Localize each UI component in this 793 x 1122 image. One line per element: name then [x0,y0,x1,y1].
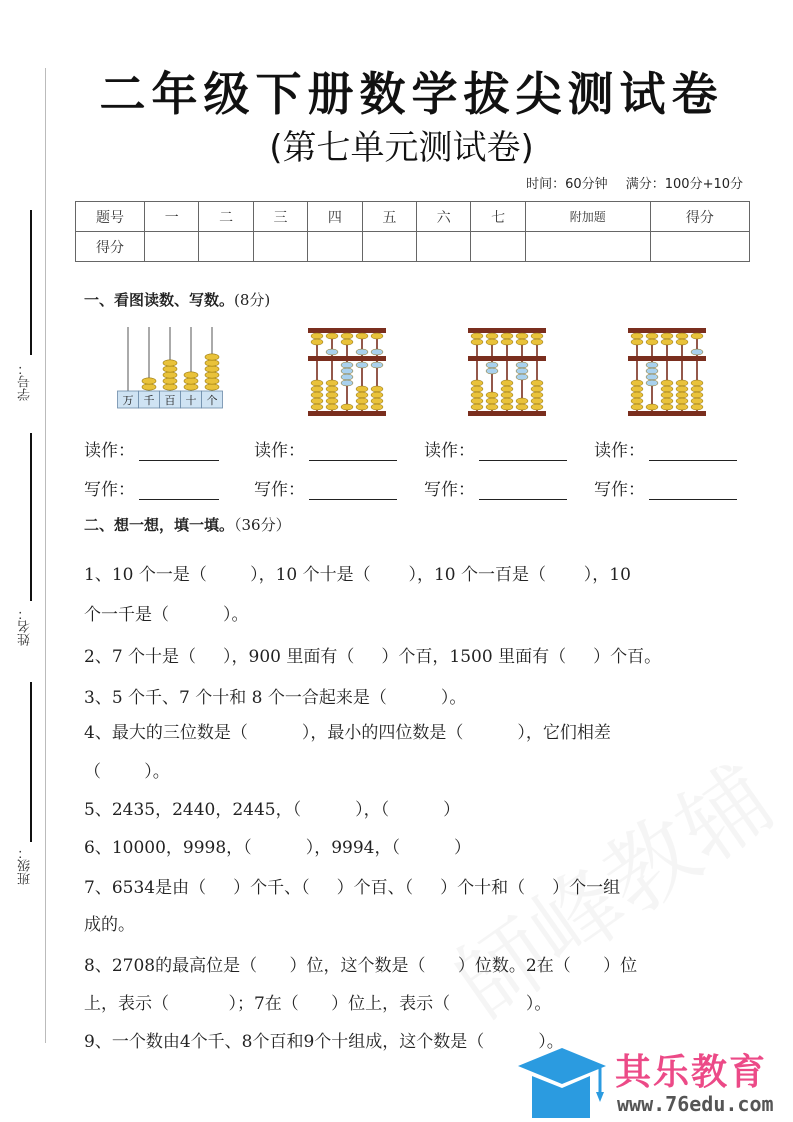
svg-text:千: 千 [143,394,155,407]
write-answer-blank[interactable] [139,481,219,500]
student-id-rule [30,210,32,355]
page-subtitle: (第七单元测试卷) [269,128,534,168]
score-header-cell: 二 [199,202,253,232]
counting-frame-figure [116,325,226,415]
score-input-cell[interactable] [253,232,307,262]
score-table-header-row [76,202,750,232]
read-label: 读作： [84,441,135,461]
read-answer-blank[interactable] [479,442,567,461]
score-input-cell[interactable] [145,232,199,262]
exam-full-score: 满分：100分+10分 [625,177,743,192]
read-label: 读作： [254,441,305,461]
score-table [75,201,750,262]
score-header-cell: 题号 [76,202,145,232]
exam-time: 时间：60分钟 [526,177,608,192]
question-line: 9、一个数由4个千、8个百和9个十组成，这个数是（ ）。 [84,1032,564,1052]
abacus-figure-3 [628,328,706,416]
write-answer-blank[interactable] [309,481,397,500]
read-answer-blank[interactable] [139,442,219,461]
section1-heading [84,289,270,310]
abacus-figure-1 [308,328,386,416]
score-header-cell: 得分 [650,202,749,232]
exam-meta [512,173,743,192]
read-label: 读作： [594,441,645,461]
score-header-cell: 附加题 [525,202,650,232]
question-line: （ ）。 [84,762,170,782]
question-line: 成的。 [84,915,135,935]
svg-text:万: 万 [122,394,134,407]
score-header-cell: 一 [145,202,199,232]
section2-title: 二、想一想，填一填。 [84,516,235,534]
score-input-cell[interactable] [199,232,253,262]
score-input-cell[interactable] [650,232,749,262]
svg-text:百: 百 [164,394,176,407]
read-answer-blank[interactable] [309,442,397,461]
score-header-cell: 五 [362,202,416,232]
binding-margin-line [45,68,46,1043]
question-line: 1、10 个一是（ ），10 个十是（ ），10 个一百是（ ），10 [84,565,631,585]
question-line: 2、7 个十是（ ），900 里面有（ ）个百，1500 里面有（ ）个百。 [84,647,662,667]
student-name-label: 姓名： [18,607,33,646]
section2-heading [84,514,291,535]
svg-text:个: 个 [206,394,218,407]
page-title: 二年级下册数学拔尖测试卷 [99,67,724,121]
read-label: 读作： [424,441,475,461]
logo-brand-name: 其乐教育 [615,1052,768,1093]
write-label: 写作： [84,480,135,500]
score-table-score-row [76,232,750,262]
write-label: 写作： [254,480,305,500]
question-line: 8、2708的最高位是（ ）位，这个数是（ ）位数。2在（ ）位 [84,956,638,976]
question-line: 7、6534是由（ ）个千、（ ）个百、（ ）个十和（ ）个一组 [84,878,621,898]
class-label: 班级： [18,846,33,885]
score-input-cell[interactable] [308,232,362,262]
score-header-cell: 三 [253,202,307,232]
score-header-cell: 四 [308,202,362,232]
question-line: 上，表示（ ）；7在（ ）位上，表示（ ）。 [84,994,552,1014]
score-input-cell[interactable] [471,232,525,262]
logo-url[interactable]: www.76edu.com [617,1092,774,1116]
publisher-logo [510,1040,793,1122]
write-answer-blank[interactable] [649,481,737,500]
question-line: 6、10000，9998，（ ），9994，（ ） [84,838,471,858]
svg-text:十: 十 [185,394,197,407]
student-id-label: 学号： [18,362,33,401]
write-label: 写作： [594,480,645,500]
write-answer-blank[interactable] [479,481,567,500]
section2-points: （36分） [234,516,291,534]
name-rule [30,682,32,842]
name-rule-top [30,433,32,601]
question-line: 4、最大的三位数是（ ），最小的四位数是（ ），它们相差 [84,723,611,743]
question-line: 5、2435，2440，2445，（ ），（ ） [84,800,461,820]
question-line: 3、5 个千、7 个十和 8 个一合起来是（ ）。 [84,688,467,708]
score-row-label: 得分 [76,232,145,262]
score-header-cell: 六 [417,202,471,232]
section1-points: (8分) [234,291,271,309]
read-answer-blank[interactable] [649,442,737,461]
score-input-cell[interactable] [362,232,416,262]
question-line: 个一千是（ ）。 [84,605,249,625]
score-header-cell: 七 [471,202,525,232]
write-label: 写作： [424,480,475,500]
abacus-figure-2 [468,328,546,416]
section1-title: 一、看图读数、写数。 [84,291,235,309]
score-input-cell[interactable] [525,232,650,262]
graduation-cap-icon [510,1040,610,1122]
score-input-cell[interactable] [417,232,471,262]
